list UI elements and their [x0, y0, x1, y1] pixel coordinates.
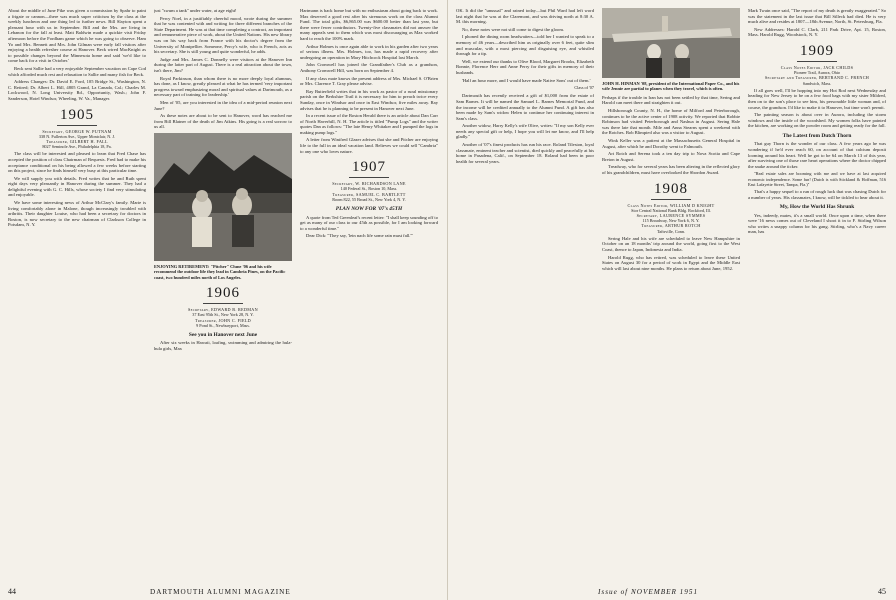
paragraph: Treadway, who for several years has been altering in the reflected glory of his grandchildren, must have overlooked the Sbordon Award.	[602, 164, 740, 175]
paragraph: Perhaps if the trouble in Iran has not been settled by that time, Sering and Harold can meet there and straighten it out.	[602, 94, 740, 106]
paragraph: Percy Noel, in a justifiably cheerful mood, wrote during the summer that he was contented with and writing for three different branches of the State Department. He was at that time completing a contract, an important and remunerative piece of work, about the United Nations. His new library was on his way back from France with his doctor's degree from the University of Montpellier. Someone, Percy's wife, who is French, acts as his secretary. She is still young and quite wonderful, he adds.	[154, 15, 292, 55]
paragraph: John Cromwell has joined the Grandfather's Club as a grandson, Anthony Cromwell Hill, was born on September 4.	[300, 62, 438, 73]
class-year-heading: 1906	[206, 285, 240, 302]
treasurer-line: Treasurer, GILBERT H. FALL	[46, 138, 108, 144]
section-subhead: My, How the World Has Shrunk	[779, 204, 855, 211]
paragraph: OK. It did the "unusual" and rained today—but Phil Ward had left word last night that he was at the Claremont, and was driving north at 8:30 A. M. this morning.	[456, 8, 594, 25]
left-col-3	[300, 8, 438, 580]
right-page	[448, 0, 896, 600]
paragraph: Address Changes: Dr. David E. Ford, 105 Bridge St., Washington, N. C. Retired; Dr. Albert L. Hill, 4805 Grand, La Canada, Cal.; Charles M. Lockwood, N. Long University Rd., Opportunity, Wash.; John F. Sanderson, Hotel Windsor, Wheeling, W. Va., Manager.	[8, 79, 146, 101]
paragraph: New Addresses: Harold C. Clark, 211 Park Drive, Apt. 15, Boston, Mass. Harold Rugg, Woodstock, N. Y.	[748, 26, 886, 38]
treasurer-address: Taftsville, Conn.	[657, 228, 685, 234]
notes-editor-address: Pioneer Trail, Aurora, Ohio	[794, 70, 840, 76]
paragraph: That guy Thorn is the wonder of our class. A few years ago he was wondering if he'd ever reach 60, on account of that calcium deposit looming around his heart. Well he got to be 64 on March 13 of this year, after surviving one of those rare heart operations where the doctor chipped the snake around the ticker.	[748, 141, 886, 169]
paragraph: Arthur Holmes is once again able to work in his garden after two years of serious illness. Mrs. Holmes, too, has made a rapid recovery after undergoing an operation in Mary Hitchcock Hospital last March.	[300, 43, 438, 60]
treasurer-address: 8027 Seminole Ave., Philadelphia 18, Pa.	[42, 144, 112, 150]
paragraph: That's a happy sequel to a run of rough luck that was chasing Dutch for a number of years. His classmates, I know, will be tickled to hear about it.	[748, 189, 886, 200]
left-col-1	[8, 8, 146, 580]
paragraph: In a recent issue of the Boston Herald there is an article about Dan Carr of North Haverhill, N. H. The article is titled "Pump Logs" and the writer quotes Dan as follows: "The late Henry Whitaker and I pumped the logs in making pump logs."	[300, 113, 438, 135]
reunion-subhead: PLAN NOW FOR '07's 45TH	[335, 206, 403, 213]
treasurer-address: 9 Pond St., Newburyport, Mass.	[196, 322, 250, 328]
section-subhead: The Latest from Dutch Thorn	[782, 132, 852, 139]
paragraph: If all goes well, I'll be hopping into my Hot Rod next Wednesday and heading for New Jersey to be on a few food bags with my sister Mildred, then on to the son's place to see him, his personable little woman and, of course, the grandson. I'd like to make it to Hanover, but time won't permit.	[748, 87, 886, 110]
retirement-photo	[154, 133, 292, 261]
class-year-heading: 1907	[352, 159, 386, 176]
secretary-address: 338 N. Fullerton Ave., Upper Montclair, N. J.	[38, 133, 116, 139]
divider	[203, 303, 243, 304]
treasurer-address: Sandwich, Mass.	[802, 80, 832, 86]
reunion-notice: See you in Hanover next June	[188, 331, 258, 338]
paragraph: A quote from Ted Greenleaf's recent letter: "I shall keep sounding off to get as many of our class to our 45th as possible, for I am looking forward to a wonderful time."	[300, 214, 438, 231]
notes-editor-line: Class Notes Editor, JACK CHILDS	[780, 64, 854, 70]
divider	[57, 125, 97, 126]
paragraph: We have some interesting news of Arthur McClary's family. Marie is living comfortably alone in Malone, though increasingly troubled with arthritis. Their daughter Louise, who had been a secretary for doctors in Boston, is now secretary to the new chairman of Clarkson College in Potsdam, N. Y.	[8, 200, 146, 228]
page-number: 44	[8, 587, 16, 596]
issue-footer: Issue of NOVEMBER 1951	[598, 588, 699, 596]
class-year-heading: 1905	[60, 106, 94, 123]
divider	[349, 177, 389, 178]
paragraph: Harold Rugg, who has retired, was scheduled to leave these United States on August 30 for a period of work in Egypt and the Middle East which will last about nine months. He plans to return about June, 1952.	[602, 254, 740, 271]
class-year-heading: 1909	[800, 42, 834, 59]
paragraph: A letter from Winifred Glazer advises that she and Pitcher are enjoying life to the full in an ideal vacation land. Believes we could sell "Cambria" to any one who loves nature.	[300, 137, 438, 154]
treasurer-line: Treasurer, ARTHUR ROTCH	[641, 223, 701, 229]
paragraph: Beck sent Sallie had a very enjoyable September vacation on Cape Cod which afforded much rest and relaxation to Sallie and many fish for Beck.	[8, 65, 146, 77]
paragraph: Ray Butterfield writes that in his work as pastor of a rural missionary parish on the Berkshire Trail it is necessary for him to preach twice every Sunday, once in Windsor and once in East Windsor, five miles away. Ray advises that he is planning to be present in Hanover next June.	[300, 88, 438, 111]
secretary-address: 115 Broadway, New York 6, N. Y.	[642, 218, 700, 224]
divider	[797, 61, 837, 62]
treasurer-line: Secretary and Treasurer, BERTRAND C. FRENCH	[764, 75, 870, 81]
hinman-photo-image	[602, 8, 740, 78]
class-year-heading: 1908	[654, 180, 688, 197]
paragraph: Yes, indeedy, mates, it's a small world. Once upon a time, when there were '16 news comes out of Cleveland I shoot it in to F. Stirling Wilson who writes a snappy column for his gang. Stirling, who's a Navy career man, has	[748, 212, 886, 235]
treasurer-address: Room 822, 55 Broad St., New York 4, N. Y.	[332, 196, 406, 202]
paragraph: Another widow, Harry Kelly's wife Olive, writes: "If my son Kelly ever needs any special gift or help, I hope you will let me know, and I'll help gladly."	[456, 123, 594, 140]
right-col-1	[456, 8, 594, 580]
paragraph: Another of '07's finest products has run his race. Roland Tileston, loyal classmate, eminent teacher and scientist, died quickly and peacefully at his home in Pasadena, Calif., on September 18. Roland had been in poor health for several years.	[456, 142, 594, 164]
photo-caption: ENJOYING RETIREMENT: "Pitcher" Clune '06 and his wife recommend the outdoor life they lead in Cambria Pines, on the Pacific coast, two hundred miles north of Los Angeles.	[154, 263, 286, 280]
left-col-2	[154, 8, 292, 580]
paragraph: I phoned the dining room headwaiters—told her I wanted to speak to a memory of 46 years—described him as originally over 6 feet, quite slim and muscular, with a most piercing and disguising eye, and whistled through for a tip.	[456, 34, 594, 57]
paragraph: As these notes are about to be sent to Hanover, word has reached me from Bill Blatner of the death of Jim Atkins. His going is a real sorrow to us all.	[154, 113, 292, 130]
right-col-3	[748, 8, 886, 580]
right-col-2	[602, 8, 740, 580]
hinman-photo	[602, 8, 740, 78]
paragraph: Judge and Mrs. James C. Donnelly were visitors at the Hanover Inn during the latter part of August. There is a real attraction about the town, isn't there, Jim?	[154, 56, 292, 73]
secretary-address: 37 East 95th St., New York 28, N. Y.	[192, 312, 254, 318]
paragraph: Dear Dick: "They say, 'lein nach life some rain must fall.'"	[306, 233, 414, 239]
paragraph: We will supply you with details. Fred writes that he and Ruth spent eight days very pleasantly in Hanover during the summer. They had a delightful evening with G. C. Hills, whose society I find very stimulating and enjoyable.	[8, 175, 146, 198]
secretary-line: Secretary, LAURENCE SYMMES	[636, 212, 706, 218]
divider	[651, 199, 691, 200]
paragraph: Royal Parkinson, than whom there is no more deeply loyal alumnus, has done, as I know, greatly pleased at what he has termed 'very important progress toward emphasizing moral and spiritual values at Dartmouth, as a necessary part of training for leadership.'	[154, 75, 292, 98]
secretary-address: 140 Federal St., Boston 10, Mass.	[340, 186, 398, 192]
paragraph: If any class mate knows the present address of Mrs. Michael S. O'Brien or Mrs. Clarence T. Gray please advise.	[300, 75, 438, 87]
treasurer-line: Treasurer, JOHN C. FIELD	[194, 317, 252, 323]
paragraph: Dartmouth has recently received a gift of $1,000 from the estate of Sam Barnes. It will be named the Samuel L. Barnes Memorial Fund, and the income will be credited annually to the Alumni Fund. A gift has also been made by Sam's widow Helen to continue her continuing interest in Sam's class.	[456, 93, 594, 121]
magazine-footer: DARTMOUTH ALUMNI MAGAZINE	[150, 588, 291, 596]
paragraph: Mark Twain once said, "The report of my death is greatly exaggerated." So was the statement in the last issue that Bill Silleck had died. He is very much alive and resides at 1807—18th Avenue, North, St. Petersburg, Fla.	[748, 8, 886, 25]
paragraph: Hillsborough County, N. H., the home of Milford and Peterborough, continues to be the active center of 1908 activity. We reported that Robbie Robinson had visited Peterborough and Nashua in August. Sering Hale was there late that month. Mile and Anna Stearns spent a weekend with the Rotches. Bob Blimpied also was a visitor to August.	[602, 108, 740, 136]
paragraph: just "swum a tank" under water, at age eight!	[154, 8, 237, 13]
paragraph: Hartmann is back home but with no enthusiasm about going back to work. Max deserved a good rest after his strenuous work on the class Alumni Fund. The total gifts, $6,865.00 was $600.00 better than last year, but there were fewer contributors. Twenty-five classmates did not answer the many appeals sent to them which was most discouraging as Max worked hard to reach the 100% mark.	[300, 8, 438, 41]
paragraph: Wink Keller was a patient at the Massachusetts General Hospital in August, after which he and Dorothy went to Falmouth.	[602, 137, 740, 149]
secretary-line: Secretary, GEORGE W. PUTNAM	[42, 128, 112, 134]
secretary-line: Secretary, W. RICHARDSON LANE	[332, 181, 406, 187]
paragraph: Art Rotch and Serena took a ten day trip to Nova Scotia and Cape Breton in August.	[602, 151, 740, 162]
paragraph: No, these notes were not still come to digest the gloom.	[462, 26, 565, 32]
paragraph: Men of '05, are you interested in the idea of a mid-period reunion next June?	[154, 99, 292, 111]
paragraph: The class will be interested and pleased to learn that Fred Chase has accepted the position of class Chairman of Bequests. Fred had to make his acceptance conditional on his being allowed a few weeks before starting on this project, since he finds himself very busy at this particular time.	[8, 151, 146, 174]
paragraph: 'Half an hour more, and I would have made Native Sons' out of them.'	[462, 77, 591, 83]
paragraph: Well, we extend our thanks to Olive Blood, Margaret Brooks, Elizabeth Bonnie, Florence Herr and Anne Perry for their gifts in memory of their husbands.	[456, 58, 594, 75]
treasurer-line: Treasurer, SAMUEL C. BARTLETT	[332, 191, 406, 197]
notes-editor-line: Class Notes Editor, WILLIAM D KNIGHT	[627, 202, 715, 208]
notes-editor-address: Stor Central National Bank Bldg. Rockford, Ill.	[631, 207, 711, 213]
secretary-line: Secretary, EDWARD B. REDMAN	[188, 307, 258, 313]
page-number: 45	[878, 587, 886, 596]
retirement-photo-image	[154, 133, 292, 261]
paragraph: About the middle of June Pike was given a commission by Spahr to paint a frigate or cannon—there was much super criticism by the class at the weekly luncheon and one thing led to further news. Bill Slayton spent a pleasant hour with us in September. Bill and the Mrs. are living in Lebanon for the fall at least. Matt Baldwin made a quickie visit Friday afternoon before the Fordham game which he was going to observe. Ham Yo and Mrs. Bennett and Mrs. John Gilman were early fall visitors after enjoying a health refresher course at Hanover. Beck wired MacKnight as to possible changes beyond the Minnesota home and said 'we'd like to come back for a visit in October.'	[8, 8, 146, 64]
quote: "Real estate sales are booming with me and we have at last acquired economic independence. Some fun! (Dutch is with Stickland & Hoffman, 516 East Lafayette Street, Tampa, Fla.)"	[748, 171, 886, 187]
author-line: Class of '07	[574, 85, 594, 91]
photo-caption: JOHN H. HINMAN '08, president of the International Paper Co., and his wife Jennie are partial to planes when they travel, which is often.	[602, 81, 740, 92]
paragraph: The painting season is about over in Aurora, including the storm windows and the inside of the woodshed. My women folks have painted the kitchen, are working on the powder room and getting ready for the fall.	[748, 112, 886, 129]
paragraph: Sering Hale and his wife are scheduled to leave New Hampshire in October on an 18 months' trip around the world, going first to the West Coast, thence to Japan, Indonesia and India.	[602, 235, 740, 252]
paragraph: After six weeks in Hawaii, loafing, swimming and admiring the hula-hula girls, Max	[154, 340, 292, 351]
